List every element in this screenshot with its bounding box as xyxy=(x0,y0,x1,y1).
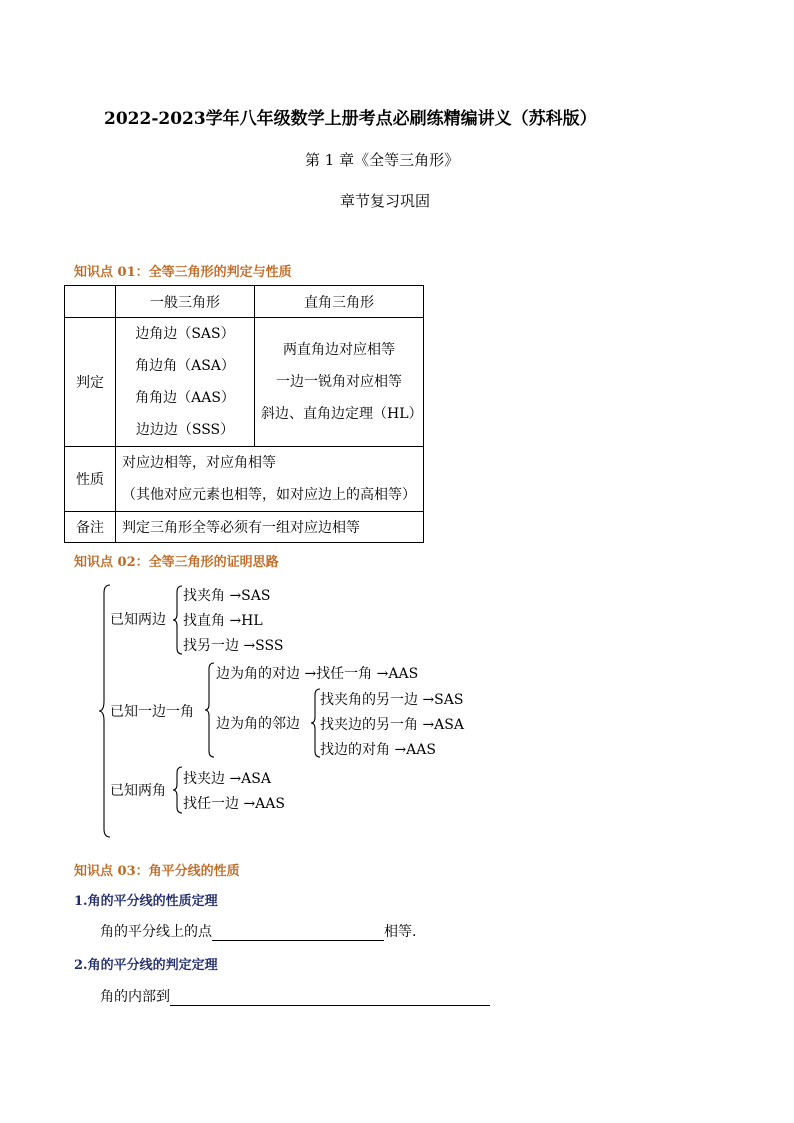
property-line: （其他对应元素也相等，如对应边上的高相等） xyxy=(122,487,416,503)
theorem1-title: 1.角的平分线的性质定理 xyxy=(74,894,218,909)
two-angles-item: 找任一边 →AAS xyxy=(183,796,285,812)
theorem2-title: 2.角的平分线的判定定理 xyxy=(74,958,218,973)
two-sides-item: 找直角 →HL xyxy=(183,613,263,629)
two-sides-item: 找夹角 →SAS xyxy=(183,588,271,604)
theorem1-suffix: 相等. xyxy=(384,924,417,940)
side-angle-brace xyxy=(206,662,216,758)
two-angles-item: 找夹边 →ASA xyxy=(183,771,271,787)
property-line: 对应边相等，对应角相等 xyxy=(122,455,276,471)
table-header-row xyxy=(65,286,424,318)
right-method: 斜边、直角边定理（HL） xyxy=(261,406,423,422)
document-title: 2022-2023学年八年级数学上册考点必刷练精编讲义（苏科版） xyxy=(104,109,597,129)
theorem2-blank[interactable] xyxy=(170,989,490,1006)
theorem1-prefix: 角的平分线上的点 xyxy=(100,924,212,940)
general-method: 边边边（SSS） xyxy=(135,422,235,438)
opposite-side-rule: 边为角的对边 →找任一角 →AAS xyxy=(216,666,419,682)
table-header-right: 直角三角形 xyxy=(255,286,424,318)
table-header-blank xyxy=(65,286,116,318)
right-methods-cell xyxy=(255,318,424,447)
kp1-heading: 知识点 01：全等三角形的判定与性质 xyxy=(74,265,292,280)
chapter-title: 第 1 章《全等三角形》 xyxy=(305,151,460,169)
adjacent-side-label: 边为角的邻边 xyxy=(216,716,300,732)
table-row-note xyxy=(65,512,424,543)
general-method: 角角边（AAS） xyxy=(135,390,235,406)
note-label: 备注 xyxy=(65,512,116,543)
general-methods-cell xyxy=(116,318,255,447)
right-method: 两直角边对应相等 xyxy=(283,342,395,358)
property-label: 性质 xyxy=(65,447,116,512)
property-cell xyxy=(116,447,424,512)
kp2-heading: 知识点 02：全等三角形的证明思路 xyxy=(74,555,279,570)
two-angles-label: 已知两角 xyxy=(110,783,166,799)
two-sides-label: 已知两边 xyxy=(110,612,166,628)
theorem1-statement xyxy=(100,921,416,941)
table-row-property xyxy=(65,447,424,512)
adjacent-item: 找夹角的另一边 →SAS xyxy=(320,692,464,708)
kp1-table xyxy=(64,285,424,543)
adjacent-item: 找夹边的另一角 →ASA xyxy=(320,717,464,733)
theorem2-statement xyxy=(100,986,490,1006)
general-method: 角边角（ASA） xyxy=(135,358,235,374)
theorem1-blank[interactable] xyxy=(212,924,384,941)
kp3-heading: 知识点 03：角平分线的性质 xyxy=(74,864,240,879)
adjacent-item: 找边的对角 →AAS xyxy=(320,742,436,758)
theorem2-prefix: 角的内部到 xyxy=(100,989,170,1005)
two-sides-item: 找另一边 →SSS xyxy=(183,638,284,654)
judge-label: 判定 xyxy=(65,318,116,447)
section-title: 章节复习巩固 xyxy=(340,192,431,210)
right-method: 一边一锐角对应相等 xyxy=(276,374,402,390)
side-angle-label: 已知一边一角 xyxy=(110,704,194,720)
table-header-general: 一般三角形 xyxy=(116,286,255,318)
note-text: 判定三角形全等必须有一组对应边相等 xyxy=(116,512,424,543)
general-method: 边角边（SAS） xyxy=(135,326,235,342)
table-row-judge xyxy=(65,318,424,447)
